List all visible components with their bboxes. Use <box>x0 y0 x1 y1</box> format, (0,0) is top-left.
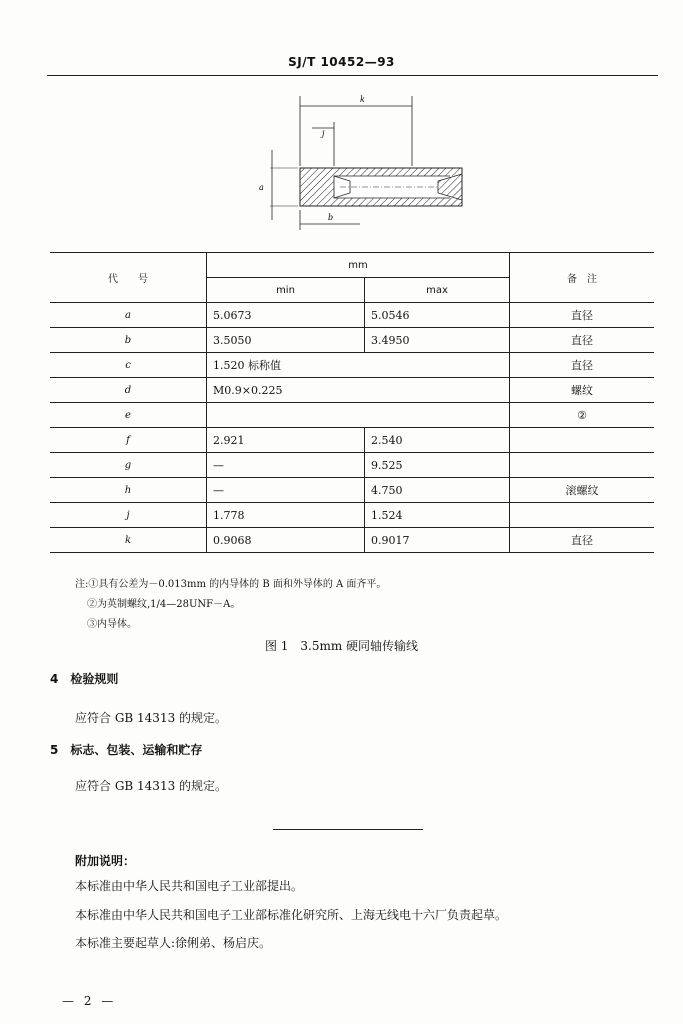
row-remark: 直径 <box>510 353 655 378</box>
row-remark: ② <box>510 403 655 428</box>
row-max: 9.525 <box>365 453 510 478</box>
dim-b-label: b <box>328 213 334 222</box>
row-max: 1.524 <box>365 503 510 528</box>
row-remark: 直径 <box>510 328 655 353</box>
table-row <box>50 378 654 403</box>
separator-rule <box>273 829 423 830</box>
col-unit-header: mm <box>207 253 510 278</box>
row-max: 5.0546 <box>365 303 510 328</box>
row-min: — <box>207 453 365 478</box>
row-code: c <box>50 353 207 378</box>
table-notes <box>75 575 386 635</box>
row-max: 3.4950 <box>365 328 510 353</box>
table-row <box>50 503 654 528</box>
table-row <box>50 303 654 328</box>
additional-line: 本标准主要起草人:徐俐弟、杨启庆。 <box>75 936 272 950</box>
note-3: ③内导体。 <box>87 619 137 630</box>
coaxial-line-drawing <box>250 88 480 238</box>
row-min: 2.921 <box>207 428 365 453</box>
row-value: M0.9×0.225 <box>207 378 510 403</box>
table-row <box>50 428 654 453</box>
section-4-text: 应符合 GB 14313 的规定。 <box>75 711 228 725</box>
dimension-table <box>50 252 654 553</box>
row-remark <box>510 428 655 453</box>
section-4-title: 4 检验规则 <box>50 672 119 686</box>
row-code: f <box>50 428 207 453</box>
row-min: 0.9068 <box>207 528 365 553</box>
row-remark: 直径 <box>510 528 655 553</box>
table-row <box>50 478 654 503</box>
table-row <box>50 328 654 353</box>
dim-k-label: k <box>360 95 365 104</box>
row-code: g <box>50 453 207 478</box>
header-rule <box>47 75 658 76</box>
col-min-header: min <box>207 278 365 303</box>
additional-notes-title: 附加说明： <box>75 854 136 868</box>
section-5-text: 应符合 GB 14313 的规定。 <box>75 779 228 793</box>
col-code-header: 代 号 <box>50 253 207 303</box>
page-header: SJ/T 10452—93 <box>288 55 395 69</box>
note-1: 注:①具有公差为－0.013mm 的内导体的 B 面和外导体的 A 面齐平。 <box>75 579 387 590</box>
row-min: 1.778 <box>207 503 365 528</box>
note-2: ②为英制螺纹,1/4—28UNF－A。 <box>87 599 241 610</box>
row-code: a <box>50 303 207 328</box>
table-row <box>50 453 654 478</box>
row-remark <box>510 453 655 478</box>
row-value <box>207 403 510 428</box>
row-max: 2.540 <box>365 428 510 453</box>
col-max-header: max <box>365 278 510 303</box>
row-max: 4.750 <box>365 478 510 503</box>
col-remark-header: 备 注 <box>510 253 655 303</box>
additional-line: 本标准由中华人民共和国电子工业部标准化研究所、上海无线电十六厂负责起草。 <box>75 908 508 922</box>
table-row <box>50 528 654 553</box>
dim-j-label: j <box>322 129 325 138</box>
row-remark: 直径 <box>510 303 655 328</box>
figure-caption: 图 1 3.5mm 硬同轴传输线 <box>264 639 419 653</box>
row-code: e <box>50 403 207 428</box>
row-max: 0.9017 <box>365 528 510 553</box>
row-code: j <box>50 503 207 528</box>
table-row <box>50 403 654 428</box>
row-remark: 螺纹 <box>510 378 655 403</box>
row-remark <box>510 503 655 528</box>
page-number: — 2 — <box>62 994 117 1008</box>
row-remark: 滚螺纹 <box>510 478 655 503</box>
additional-line: 本标准由中华人民共和国电子工业部提出。 <box>75 879 304 893</box>
row-min: — <box>207 478 365 503</box>
row-code: b <box>50 328 207 353</box>
row-value: 1.520 标称值 <box>207 353 510 378</box>
row-code: h <box>50 478 207 503</box>
row-min: 3.5050 <box>207 328 365 353</box>
row-code: d <box>50 378 207 403</box>
section-5-title: 5 标志、包装、运输和贮存 <box>50 743 203 757</box>
row-min: 5.0673 <box>207 303 365 328</box>
dim-a-label: a <box>259 183 264 192</box>
row-code: k <box>50 528 207 553</box>
table-row <box>50 353 654 378</box>
